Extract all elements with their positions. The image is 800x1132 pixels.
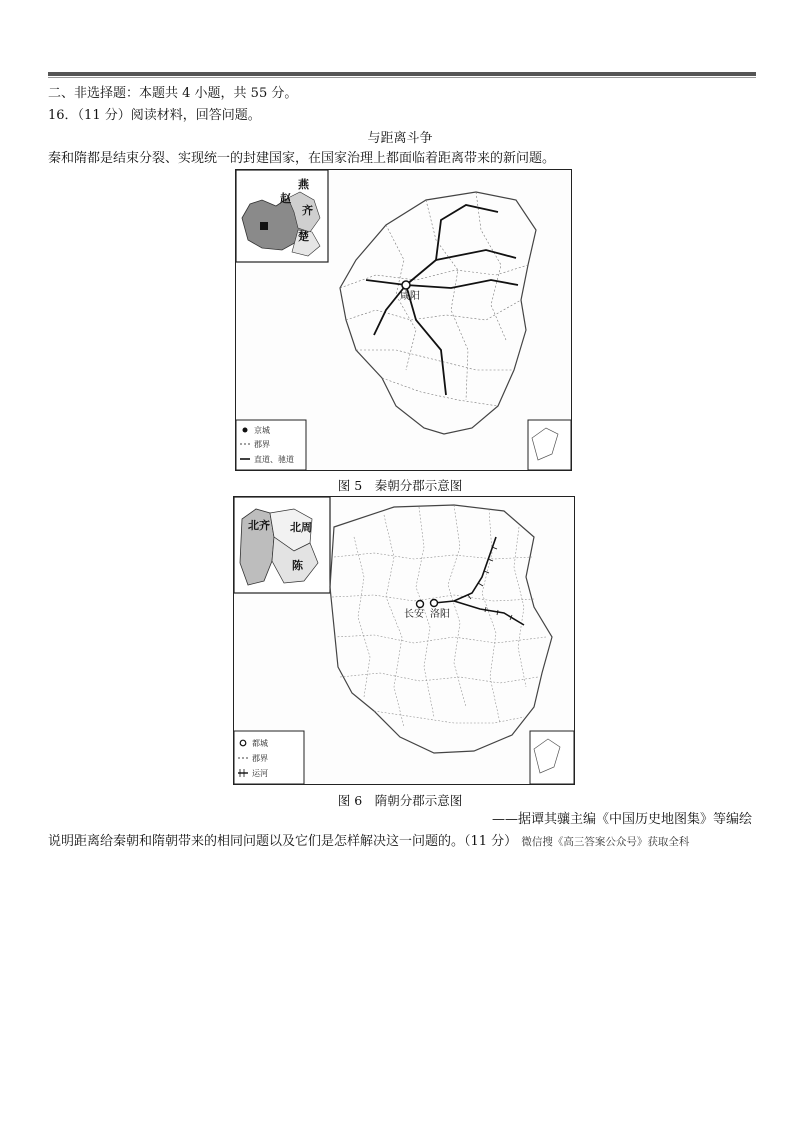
legend-road-label: 直道、驰道: [254, 455, 294, 464]
sui-territory-outline: [330, 505, 552, 753]
sui-south-sea-inset: [530, 731, 574, 784]
inset-state-zhao: 赵: [280, 192, 291, 205]
question-prompt-text: 说明距离给秦朝和隋朝带来的相同问题以及它们是怎样解决这一问题的。（11 分）: [48, 834, 518, 849]
inset-state-chu: 楚: [298, 230, 309, 243]
inset-state-qi: 齐: [302, 204, 313, 217]
city-xianyang: 咸阳: [400, 291, 420, 302]
inset-state-beiqi: 北齐: [248, 519, 270, 532]
section-heading: 二、非选择题：本题共 4 小题，共 55 分。: [48, 86, 298, 101]
legend-capital-symbol: [243, 428, 248, 433]
legend-canal-label: 运河: [252, 769, 268, 778]
qin-roads: [366, 205, 518, 395]
sui-map-drawing: [234, 497, 574, 784]
material-title: 与距离斗争: [367, 131, 433, 146]
qin-map: [235, 169, 572, 471]
top-rule: [48, 72, 756, 76]
inset-state-beizhou: 北周: [290, 521, 312, 534]
question-heading: 16．（11 分）阅读材料，回答问题。: [48, 108, 261, 123]
sui-map: [233, 496, 575, 785]
legend-border-label: 郡界: [254, 440, 270, 449]
sui-legend: [234, 731, 304, 784]
luoyang-marker: [431, 600, 438, 607]
xianyang-marker: [402, 281, 410, 289]
qin-territory-outline: [340, 192, 536, 434]
inset-state-yan: 燕: [298, 178, 309, 191]
watermark-note: 微信搜《高三答案公众号》获取全科: [521, 836, 690, 848]
intro-text: 秦和隋都是结束分裂、实现统一的封建国家，在国家治理上都面临着距离带来的新问题。: [48, 151, 556, 166]
legend-border-label: 郡界: [252, 754, 268, 763]
qin-commandery-borders: [340, 192, 528, 406]
source-citation: ——据谭其骧主编《中国历史地图集》等编绘: [491, 812, 752, 827]
legend-capital-symbol: [240, 740, 246, 746]
qin-inset-capital: [260, 222, 268, 230]
top-rule-thin: [48, 77, 756, 78]
changan-marker: [417, 601, 424, 608]
city-luoyang: 洛阳: [430, 609, 450, 620]
legend-capital-label: 都城: [252, 739, 268, 748]
figure5-caption: 图 5 秦朝分郡示意图: [337, 478, 463, 493]
legend-capital-label: 京城: [254, 426, 270, 435]
city-changan: 长安: [404, 609, 424, 620]
question-prompt: [48, 834, 689, 850]
qin-south-sea-inset: [528, 420, 571, 470]
qin-map-drawing: [236, 170, 571, 470]
sui-canal-ticks: [468, 547, 512, 620]
figure6-caption: 图 6 隋朝分郡示意图: [337, 793, 463, 808]
inset-state-chen: 陈: [292, 559, 303, 572]
